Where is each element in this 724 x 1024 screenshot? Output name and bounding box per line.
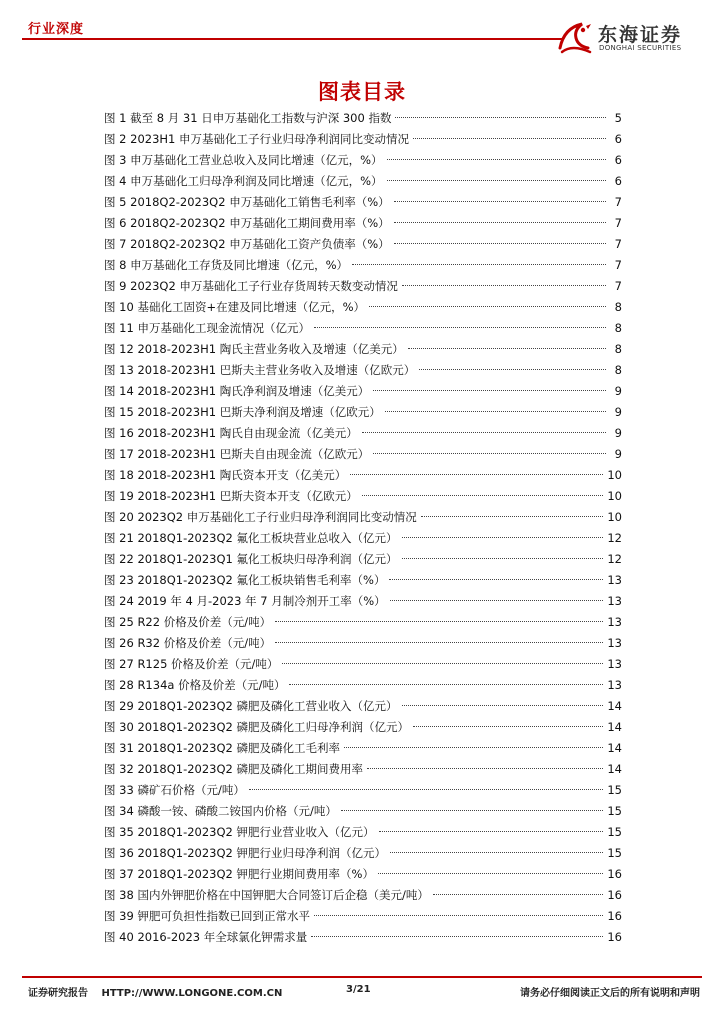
toc-dot-leader <box>402 705 604 706</box>
toc-dot-leader <box>402 558 604 559</box>
toc-entry-page: 13 <box>607 573 622 587</box>
toc-entry-page: 14 <box>607 699 622 713</box>
toc-entry-page: 16 <box>607 888 622 902</box>
toc-entry[interactable] <box>104 675 622 696</box>
toc-entry-label: 图 1 截至 8 月 31 日申万基础化工指数与沪深 300 指数 <box>104 111 392 125</box>
toc-entry[interactable] <box>104 444 622 465</box>
page-title: 图表目录 <box>318 80 406 104</box>
toc-dot-leader <box>419 369 606 370</box>
toc-dot-leader <box>387 180 606 181</box>
toc-entry[interactable] <box>104 927 622 948</box>
toc-entry[interactable] <box>104 864 622 885</box>
toc-entry-label: 图 10 基础化工固资+在建及同比增速（亿元，%） <box>104 300 366 314</box>
toc-entry-page: 7 <box>614 237 622 251</box>
toc-entry[interactable] <box>104 906 622 927</box>
toc-entry[interactable] <box>104 780 622 801</box>
toc-entry-page: 15 <box>607 825 622 839</box>
toc-entry[interactable] <box>104 276 622 297</box>
toc-entry-page: 6 <box>614 174 622 188</box>
toc-entry-label: 图 11 申万基础化工现金流情况（亿元） <box>104 321 310 335</box>
toc-dot-leader <box>282 663 603 664</box>
toc-entry-page: 9 <box>614 384 622 398</box>
toc-entry-page: 9 <box>614 405 622 419</box>
toc-entry-label: 图 33 磷矿石价格（元/吨） <box>104 783 245 797</box>
toc-entry-page: 7 <box>614 279 622 293</box>
toc-entry-label: 图 6 2018Q2-2023Q2 申万基础化工期间费用率（%） <box>104 216 390 230</box>
toc-entry-page: 6 <box>614 132 622 146</box>
toc-entry-page: 8 <box>614 300 622 314</box>
toc-dot-leader <box>413 138 606 139</box>
toc-dot-leader <box>402 285 606 286</box>
section-tag: 行业深度 <box>28 22 85 37</box>
toc-entry-page: 12 <box>607 531 622 545</box>
toc-entry[interactable] <box>104 297 622 318</box>
toc-entry-page: 13 <box>607 657 622 671</box>
toc-entry-page: 9 <box>614 426 622 440</box>
toc-dot-leader <box>373 390 606 391</box>
toc-dot-leader <box>367 768 603 769</box>
toc-entry[interactable] <box>104 801 622 822</box>
company-logo <box>556 18 706 58</box>
toc-entry[interactable] <box>104 171 622 192</box>
toc-entry-label: 图 16 2018-2023H1 陶氏自由现金流（亿美元） <box>104 426 358 440</box>
toc-entry-page: 5 <box>614 111 622 125</box>
toc-entry-label: 图 3 申万基础化工营业总收入及同比增速（亿元，%） <box>104 153 383 167</box>
toc-entry-label: 图 29 2018Q1-2023Q2 磷肥及磷化工营业收入（亿元） <box>104 699 398 713</box>
logo-emblem-icon <box>556 18 594 56</box>
toc-entry-page: 8 <box>614 321 622 335</box>
toc-entry[interactable] <box>104 612 622 633</box>
toc-entry-label: 图 18 2018-2023H1 陶氏资本开支（亿美元） <box>104 468 347 482</box>
toc-entry[interactable] <box>104 843 622 864</box>
toc-dot-leader <box>362 432 606 433</box>
toc-entry-label: 图 2 2023H1 申万基础化工子行业归母净利润同比变动情况 <box>104 132 410 146</box>
header-divider <box>22 38 564 40</box>
toc-entry-label: 图 19 2018-2023H1 巴斯夫资本开支（亿欧元） <box>104 489 358 503</box>
toc-entry[interactable] <box>104 402 622 423</box>
toc-entry[interactable] <box>104 507 622 528</box>
toc-entry-page: 14 <box>607 762 622 776</box>
toc-dot-leader <box>275 621 603 622</box>
toc-dot-leader <box>350 474 603 475</box>
toc-entry[interactable] <box>104 192 622 213</box>
toc-entry-label: 图 21 2018Q1-2023Q2 氟化工板块营业总收入（亿元） <box>104 531 398 545</box>
toc-entry[interactable] <box>104 360 622 381</box>
toc-entry-page: 7 <box>614 216 622 230</box>
toc-dot-leader <box>289 684 603 685</box>
table-of-figures <box>104 108 622 948</box>
toc-entry-page: 15 <box>607 846 622 860</box>
toc-entry[interactable] <box>104 738 622 759</box>
toc-entry-page: 16 <box>607 867 622 881</box>
toc-entry[interactable] <box>104 696 622 717</box>
toc-entry-label: 图 15 2018-2023H1 巴斯夫净利润及增速（亿欧元） <box>104 405 381 419</box>
toc-dot-leader <box>387 159 606 160</box>
toc-entry[interactable] <box>104 591 622 612</box>
toc-entry[interactable] <box>104 108 622 129</box>
toc-entry-page: 10 <box>607 510 622 524</box>
toc-entry-page: 13 <box>607 594 622 608</box>
toc-dot-leader <box>433 894 604 895</box>
toc-dot-leader <box>314 915 603 916</box>
toc-entry-label: 图 30 2018Q1-2023Q2 磷肥及磷化工归母净利润（亿元） <box>104 720 410 734</box>
toc-entry[interactable] <box>104 528 622 549</box>
footer-divider <box>22 976 702 978</box>
toc-entry[interactable] <box>104 633 622 654</box>
footer-report-type: 证券研究报告 <box>28 988 88 999</box>
toc-entry-label: 图 32 2018Q1-2023Q2 磷肥及磷化工期间费用率 <box>104 762 364 776</box>
toc-dot-leader <box>389 579 603 580</box>
toc-entry-label: 图 13 2018-2023H1 巴斯夫主营业务收入及增速（亿欧元） <box>104 363 416 377</box>
toc-entry-label: 图 24 2019 年 4 月-2023 年 7 月制冷剂开工率（%） <box>104 594 386 608</box>
footer-url[interactable]: HTTP://WWW.LONGONE.COM.CN <box>101 988 283 999</box>
toc-entry-label: 图 37 2018Q1-2023Q2 钾肥行业期间费用率（%） <box>104 867 374 881</box>
toc-dot-leader <box>344 747 603 748</box>
toc-entry[interactable] <box>104 129 622 150</box>
logo-english-name: DONGHAI SECURITIES <box>599 44 682 52</box>
toc-dot-leader <box>341 810 604 811</box>
toc-dot-leader <box>369 306 606 307</box>
toc-entry[interactable] <box>104 486 622 507</box>
toc-entry-page: 13 <box>607 678 622 692</box>
toc-entry-page: 15 <box>607 804 622 818</box>
toc-entry-page: 15 <box>607 783 622 797</box>
toc-dot-leader <box>275 642 603 643</box>
toc-entry-label: 图 8 申万基础化工存货及同比增速（亿元，%） <box>104 258 349 272</box>
toc-entry-page: 10 <box>607 468 622 482</box>
footer-page-number: 3/21 <box>346 984 371 995</box>
toc-entry-page: 13 <box>607 636 622 650</box>
toc-entry[interactable] <box>104 339 622 360</box>
toc-dot-leader <box>373 453 606 454</box>
toc-dot-leader <box>394 243 606 244</box>
toc-dot-leader <box>390 600 604 601</box>
toc-entry[interactable] <box>104 822 622 843</box>
toc-dot-leader <box>385 411 606 412</box>
toc-entry-label: 图 9 2023Q2 申万基础化工子行业存货周转天数变动情况 <box>104 279 398 293</box>
toc-entry-page: 16 <box>607 909 622 923</box>
toc-dot-leader <box>402 537 604 538</box>
toc-entry[interactable] <box>104 318 622 339</box>
toc-entry-page: 9 <box>614 447 622 461</box>
toc-entry[interactable] <box>104 381 622 402</box>
toc-entry-label: 图 12 2018-2023H1 陶氏主营业务收入及增速（亿美元） <box>104 342 404 356</box>
toc-entry[interactable] <box>104 654 622 675</box>
footer-left <box>28 984 292 999</box>
toc-entry-page: 8 <box>614 363 622 377</box>
toc-dot-leader <box>390 852 603 853</box>
toc-entry[interactable] <box>104 465 622 486</box>
toc-entry-page: 6 <box>614 153 622 167</box>
footer-disclaimer: 请务必仔细阅读正文后的所有说明和声明 <box>520 988 700 999</box>
toc-entry[interactable] <box>104 759 622 780</box>
toc-entry-label: 图 5 2018Q2-2023Q2 申万基础化工销售毛利率（%） <box>104 195 390 209</box>
toc-entry-label: 图 31 2018Q1-2023Q2 磷肥及磷化工毛利率 <box>104 741 341 755</box>
toc-entry[interactable] <box>104 717 622 738</box>
toc-dot-leader <box>394 222 606 223</box>
page-header <box>0 0 724 60</box>
toc-dot-leader <box>413 726 603 727</box>
toc-dot-leader <box>395 117 606 118</box>
toc-entry-label: 图 22 2018Q1-2023Q1 氟化工板块归母净利润（亿元） <box>104 552 398 566</box>
toc-entry-page: 7 <box>614 195 622 209</box>
toc-dot-leader <box>408 348 606 349</box>
toc-entry-label: 图 4 申万基础化工归母净利润及同比增速（亿元，%） <box>104 174 383 188</box>
logo-chinese-name: 东海证券 <box>598 24 683 46</box>
toc-entry-label: 图 36 2018Q1-2023Q2 钾肥行业归母净利润（亿元） <box>104 846 387 860</box>
toc-dot-leader <box>378 873 603 874</box>
toc-entry[interactable] <box>104 234 622 255</box>
toc-entry[interactable] <box>104 885 622 906</box>
toc-entry-label: 图 17 2018-2023H1 巴斯夫自由现金流（亿欧元） <box>104 447 370 461</box>
toc-entry-page: 7 <box>614 258 622 272</box>
toc-entry[interactable] <box>104 549 622 570</box>
toc-entry-label: 图 27 R125 价格及价差（元/吨） <box>104 657 279 671</box>
toc-dot-leader <box>362 495 604 496</box>
toc-entry-label: 图 23 2018Q1-2023Q2 氟化工板块销售毛利率（%） <box>104 573 386 587</box>
toc-entry-label: 图 28 R134a 价格及价差（元/吨） <box>104 678 286 692</box>
toc-entry[interactable] <box>104 570 622 591</box>
toc-entry-page: 14 <box>607 741 622 755</box>
toc-entry-page: 13 <box>607 615 622 629</box>
toc-entry[interactable] <box>104 255 622 276</box>
toc-dot-leader <box>314 327 606 328</box>
toc-entry-label: 图 14 2018-2023H1 陶氏净利润及增速（亿美元） <box>104 384 370 398</box>
toc-entry[interactable] <box>104 150 622 171</box>
toc-entry-page: 10 <box>607 489 622 503</box>
toc-entry[interactable] <box>104 213 622 234</box>
toc-entry-page: 14 <box>607 720 622 734</box>
toc-entry-label: 图 20 2023Q2 申万基础化工子行业归母净利润同比变动情况 <box>104 510 417 524</box>
toc-dot-leader <box>394 201 606 202</box>
toc-entry-label: 图 34 磷酸一铵、磷酸二铵国内价格（元/吨） <box>104 804 337 818</box>
toc-entry-page: 12 <box>607 552 622 566</box>
toc-entry-label: 图 35 2018Q1-2023Q2 钾肥行业营业收入（亿元） <box>104 825 375 839</box>
toc-entry-label: 图 7 2018Q2-2023Q2 申万基础化工资产负债率（%） <box>104 237 390 251</box>
toc-entry-page: 16 <box>607 930 622 944</box>
toc-entry[interactable] <box>104 423 622 444</box>
toc-entry-label: 图 40 2016-2023 年全球氯化钾需求量 <box>104 930 308 944</box>
toc-entry-label: 图 38 国内外钾肥价格在中国钾肥大合同签订后企稳（美元/吨） <box>104 888 429 902</box>
toc-entry-label: 图 26 R32 价格及价差（元/吨） <box>104 636 272 650</box>
toc-dot-leader <box>352 264 606 265</box>
toc-entry-label: 图 39 钾肥可负担性指数已回到正常水平 <box>104 909 310 923</box>
toc-entry-page: 8 <box>614 342 622 356</box>
toc-dot-leader <box>379 831 604 832</box>
toc-dot-leader <box>311 936 603 937</box>
toc-entry-label: 图 25 R22 价格及价差（元/吨） <box>104 615 272 629</box>
toc-dot-leader <box>249 789 604 790</box>
toc-dot-leader <box>421 516 604 517</box>
